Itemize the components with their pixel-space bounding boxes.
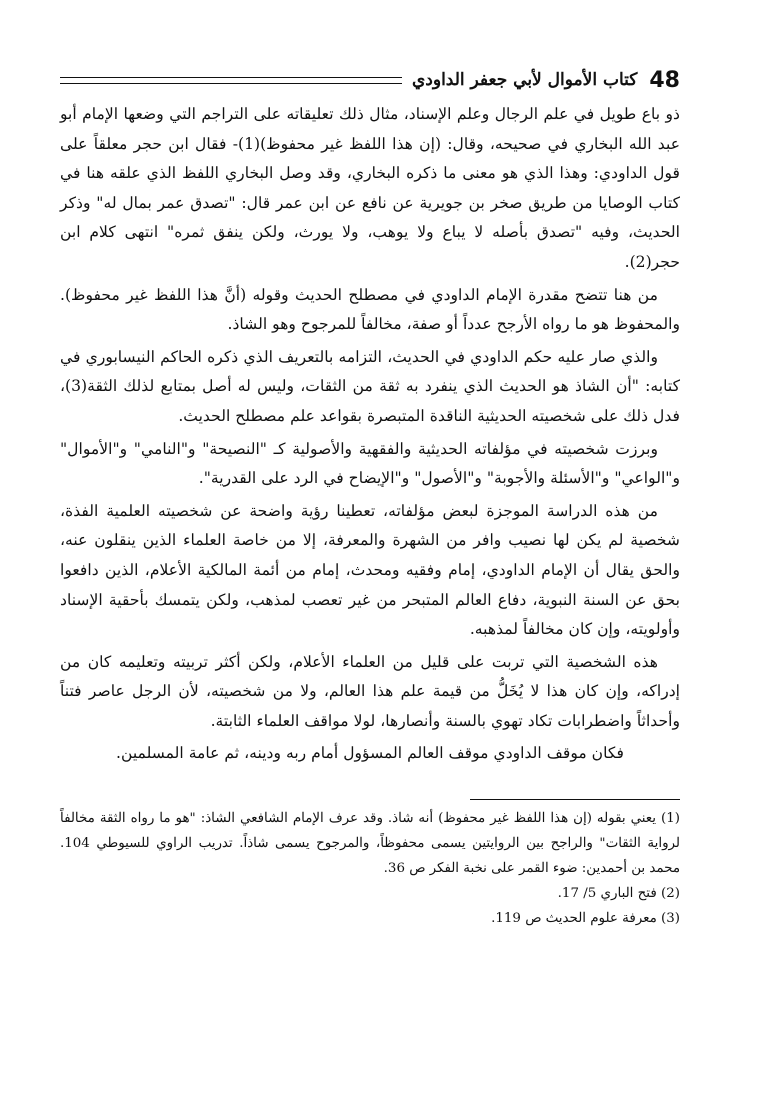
header-double-rule [60, 77, 402, 84]
paragraph: من هذه الدراسة الموجزة لبعض مؤلفاته، تعطينا رؤية واضحة عن شخصيته العلمية الفذة، شخصية لم يكن لها نصيب وافر من الشهرة والمعرفة، إلا من خاصة العلماء الذين ينقلون عنه، والحق يقال أن الإمام الداودي، إمام وفقيه ومحدث، إمام من أئمة المالكية الأعلام، الذين دافعوا بحق عن السنة النبوية، دفاع العالم المتبحر من غير تعصب لمذهب، ولكن يتمسك بأحقية الإسناد وأولويته، وإن كان مخالفاً لمذهبه. [60, 501, 680, 639]
body-text [60, 100, 680, 769]
paragraph: والذي صار عليه حكم الداودي في الحديث، التزامه بالتعريف الذي ذكره الحاكم النيسابوري في كتابه: "أن الشاذ هو الحديث الذي ينفرد به ثقة من الثقات، وليس له أصل بمتابع لذلك الثقة(3)، فدل ذلك على شخصيته الحديثية الناقدة المتبصرة بقواعد علم مصطلح الحديث. [60, 347, 680, 425]
page-number: 48 [649, 67, 680, 93]
footnote-separator [470, 799, 680, 800]
footnote: (3) معرفة علوم الحديث ص 119. [491, 911, 680, 927]
paragraph: ذو باع طويل في علم الرجال وعلم الإسناد، مثال ذلك تعليقاته على التراجم التي وضعها الإمام أبو عبد الله البخاري في صحيحه، وقال: (إن هذا اللفظ غير محفوظ)(1)- فقال ابن حجر معلقاً على قول الداودي: وهذا الذي هو معنى ما ذكره البخاري، وقد وصل البخاري اللفظ الذي علقه هنا في كتاب الوصايا من طريق صخر بن جويرية عن نافع عن ابن عمر قال: "تصدق عمر بمال له" وذكر الحديث، وفيه "تصدق بأصله لا يباع ولا يوهب، ولا يورث، ولكن ينفق ثمره" انتهى كلام ابن حجر(2). [60, 105, 680, 271]
paragraph: من هنا تتضح مقدرة الإمام الداودي في مصطلح الحديث وقوله (أنَّ هذا اللفظ غير محفوظ). والمحفوظ هو ما رواه الأرجح عدداً أو صفة، مخالفاً للمرجوح وهو الشاذ. [60, 285, 680, 334]
running-title: كتاب الأموال لأبي جعفر الداودي [411, 70, 638, 90]
page-header [60, 62, 680, 98]
paragraph: هذه الشخصية التي تربت على قليل من العلماء الأعلام، ولكن أكثر تربيته وتعليمه كان من إدراكه، وإن كان هذا لا يُخَلُّ من قيمة علم هذا العالم، ولا من شخصيته، لأن الرجل عاصر فتناً وأحداثاً واضطرابات تكاد تهوي بالسنة وأنصارها، لولا مواقف العلماء الثابتة. [60, 652, 680, 730]
footnote: (2) فتح الباري 5/ 17. [557, 886, 680, 902]
paragraph: وبرزت شخصيته في مؤلفاته الحديثية والفقهية والأصولية كـ "النصيحة" و"النامي" و"الأموال" و"الواعي" و"الأسئلة والأجوبة" و"الأصول" و"الإيضاح في الرد على القدرية". [60, 439, 680, 488]
paragraph: فكان موقف الداودي موقف العالم المسؤول أمام ربه ودينه، ثم عامة المسلمين. [116, 744, 624, 763]
footnote: (1) يعني بقوله (إن هذا اللفظ غير محفوظ) أنه شاذ. وقد عرف الإمام الشافعي الشاذ: "هو ما رواه الثقة مخالفاً لرواية الثقات" والراجح بين الروايتين يسمى محفوظاً، والمرجوح يسمى شاذاً. تدريب الراوي للسيوطي 104. محمد بن أحمدين: ضوء القمر على نخبة الفكر ص 36. [60, 811, 680, 877]
book-page [60, 62, 680, 1082]
footnotes [60, 806, 680, 931]
